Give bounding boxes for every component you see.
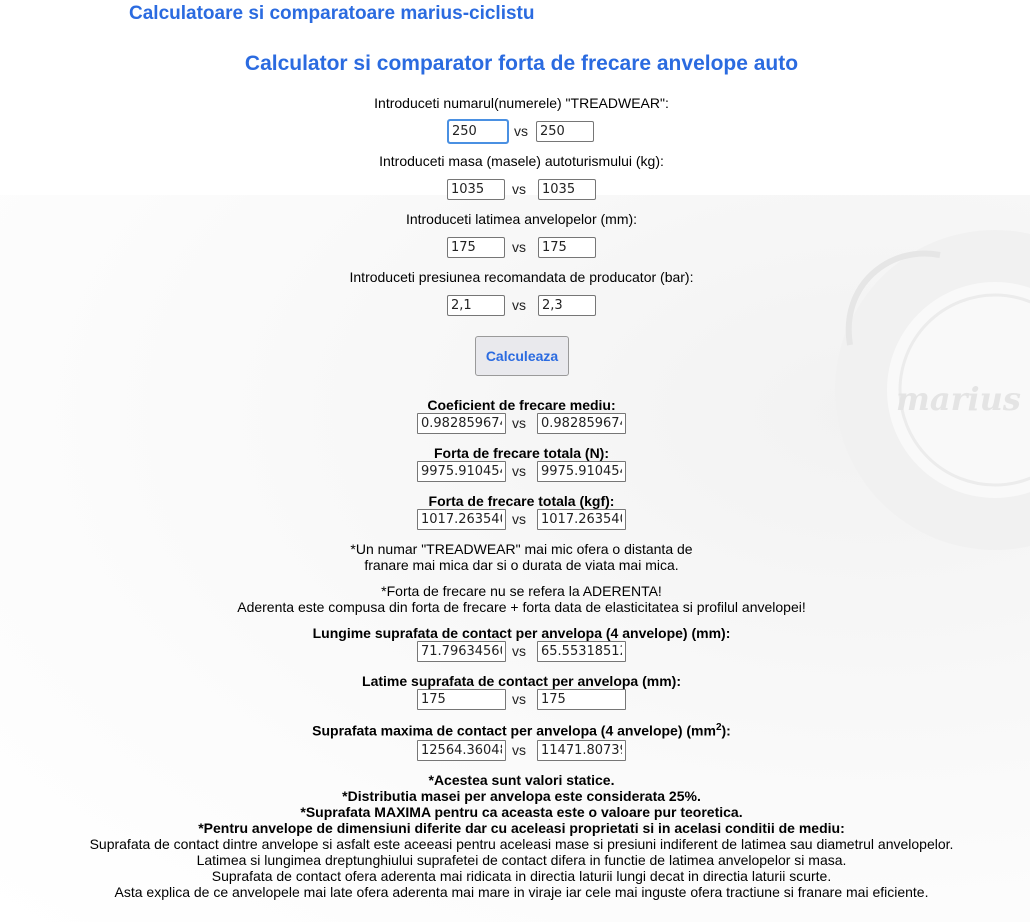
pressure-input-a[interactable] — [447, 295, 505, 316]
explanation-line-4: Asta explica de ce anvelopele mai late ofera aderenta mai mare in viraje iar cele mai inguste ofera tractiune si franare mai eficiente. — [114, 884, 929, 900]
contact-area-label-text: Suprafata maxima de contact per anvelopa (4 anvelope) (mm — [312, 722, 716, 739]
treadwear-note-line-2: franare mai mica dar si o durata de viata mai mica. — [364, 557, 679, 573]
friction-force-n-row — [0, 461, 1030, 483]
contact-area-label — [0, 722, 1030, 739]
friction-force-kgf-row — [0, 509, 1030, 531]
contact-length-output-b[interactable] — [537, 641, 626, 662]
explanation-line-2: Latimea si lungimea dreptunghiului suprafetei de contact difera in functie de latimea anvelopelor si masa. — [196, 852, 847, 868]
contact-area-label-exponent: 2 — [715, 722, 722, 733]
explanation-line-1: Suprafata de contact dintre anvelope si asfalt este aceeasi pentru aceleasi mase si presiuni indiferent de latimea sau diametrul anvelopelor. — [89, 836, 954, 852]
calculate-button[interactable]: Calculeaza — [475, 336, 569, 376]
contact-length-row — [0, 641, 1030, 663]
contact-length-output-a[interactable] — [417, 641, 506, 662]
static-values-note: *Acestea sunt valori statice. — [428, 772, 615, 788]
treadwear-input-a[interactable] — [448, 120, 508, 143]
treadwear-label: Introduceti numarul(numerele) "TREADWEAR": — [374, 95, 669, 111]
vs-label: vs — [512, 297, 526, 313]
pressure-label: Introduceti presiunea recomandata de producator (bar): — [349, 269, 694, 285]
treadwear-input-b[interactable] — [536, 121, 594, 142]
vs-label: vs — [512, 181, 526, 197]
friction-force-kgf-output-a[interactable] — [417, 509, 506, 530]
explanation-line-3: Suprafata de contact ofera aderenta mai ridicata in directia laturii lungi decat in directia laturii scurte. — [211, 868, 832, 884]
pressure-input-b[interactable] — [538, 295, 596, 316]
site-title[interactable]: Calculatoare si comparatoare marius-ciclistu — [129, 3, 535, 24]
contact-width-output-b[interactable] — [537, 689, 626, 710]
calculator-title: Calculator si comparator forta de frecare anvelope auto — [244, 52, 799, 75]
treadwear-row — [0, 120, 1030, 144]
friction-force-n-output-a[interactable] — [417, 461, 506, 482]
width-row — [0, 237, 1030, 261]
width-input-b[interactable] — [538, 237, 596, 258]
mass-label: Introduceti masa (masele) autoturismului (kg): — [379, 153, 664, 169]
vs-label: vs — [512, 691, 526, 707]
vs-label: vs — [514, 123, 528, 139]
contact-area-row — [0, 740, 1030, 762]
friction-force-n-output-b[interactable] — [537, 461, 626, 482]
treadwear-note-line-1: *Un numar "TREADWEAR" mai mic ofera o distanta de — [350, 541, 693, 557]
coefficient-row — [0, 413, 1030, 435]
pressure-row — [0, 295, 1030, 319]
vs-label: vs — [512, 239, 526, 255]
coefficient-output-a[interactable] — [417, 413, 506, 434]
mass-input-a[interactable] — [447, 179, 505, 200]
friction-force-kgf-label: Forta de frecare totala (kgf): — [428, 493, 615, 509]
contact-area-output-a[interactable] — [417, 740, 506, 761]
max-area-note: *Suprafata MAXIMA pentru ca aceasta este o valoare pur teoretica. — [300, 804, 743, 820]
width-input-a[interactable] — [447, 237, 505, 258]
adherence-note-line-2: Aderenta este compusa din forta de frecare + forta data de elasticitatea si profilul anvelopei! — [237, 599, 806, 615]
mass-input-b[interactable] — [538, 179, 596, 200]
vs-label: vs — [512, 511, 526, 527]
watermark-text: marius — [896, 380, 1021, 418]
vs-label: vs — [512, 742, 526, 758]
friction-force-n-label: Forta de frecare totala (N): — [433, 445, 610, 461]
friction-force-kgf-output-b[interactable] — [537, 509, 626, 530]
contact-length-label: Lungime suprafata de contact per anvelopa (4 anvelope) (mm): — [312, 625, 731, 641]
mass-distribution-note: *Distributia masei per anvelopa este considerata 25%. — [342, 788, 701, 804]
contact-width-output-a[interactable] — [417, 689, 506, 710]
contact-width-label: Latime suprafata de contact per anvelopa (mm): — [362, 673, 681, 689]
contact-area-label-end: ): — [721, 722, 731, 739]
contact-width-row — [0, 689, 1030, 711]
mass-row — [0, 179, 1030, 203]
vs-label: vs — [512, 643, 526, 659]
vs-label: vs — [512, 463, 526, 479]
width-label: Introduceti latimea anvelopelor (mm): — [405, 211, 638, 227]
vs-label: vs — [512, 415, 526, 431]
adherence-note-line-1: *Forta de frecare nu se refera la ADERENTA! — [381, 583, 662, 599]
contact-area-output-b[interactable] — [537, 740, 626, 761]
coefficient-label: Coeficient de frecare mediu: — [427, 397, 616, 413]
coefficient-output-b[interactable] — [537, 413, 626, 434]
different-tyres-note: *Pentru anvelope de dimensiuni diferite dar cu aceleasi proprietati si in acelasi conditii de mediu: — [198, 820, 845, 836]
